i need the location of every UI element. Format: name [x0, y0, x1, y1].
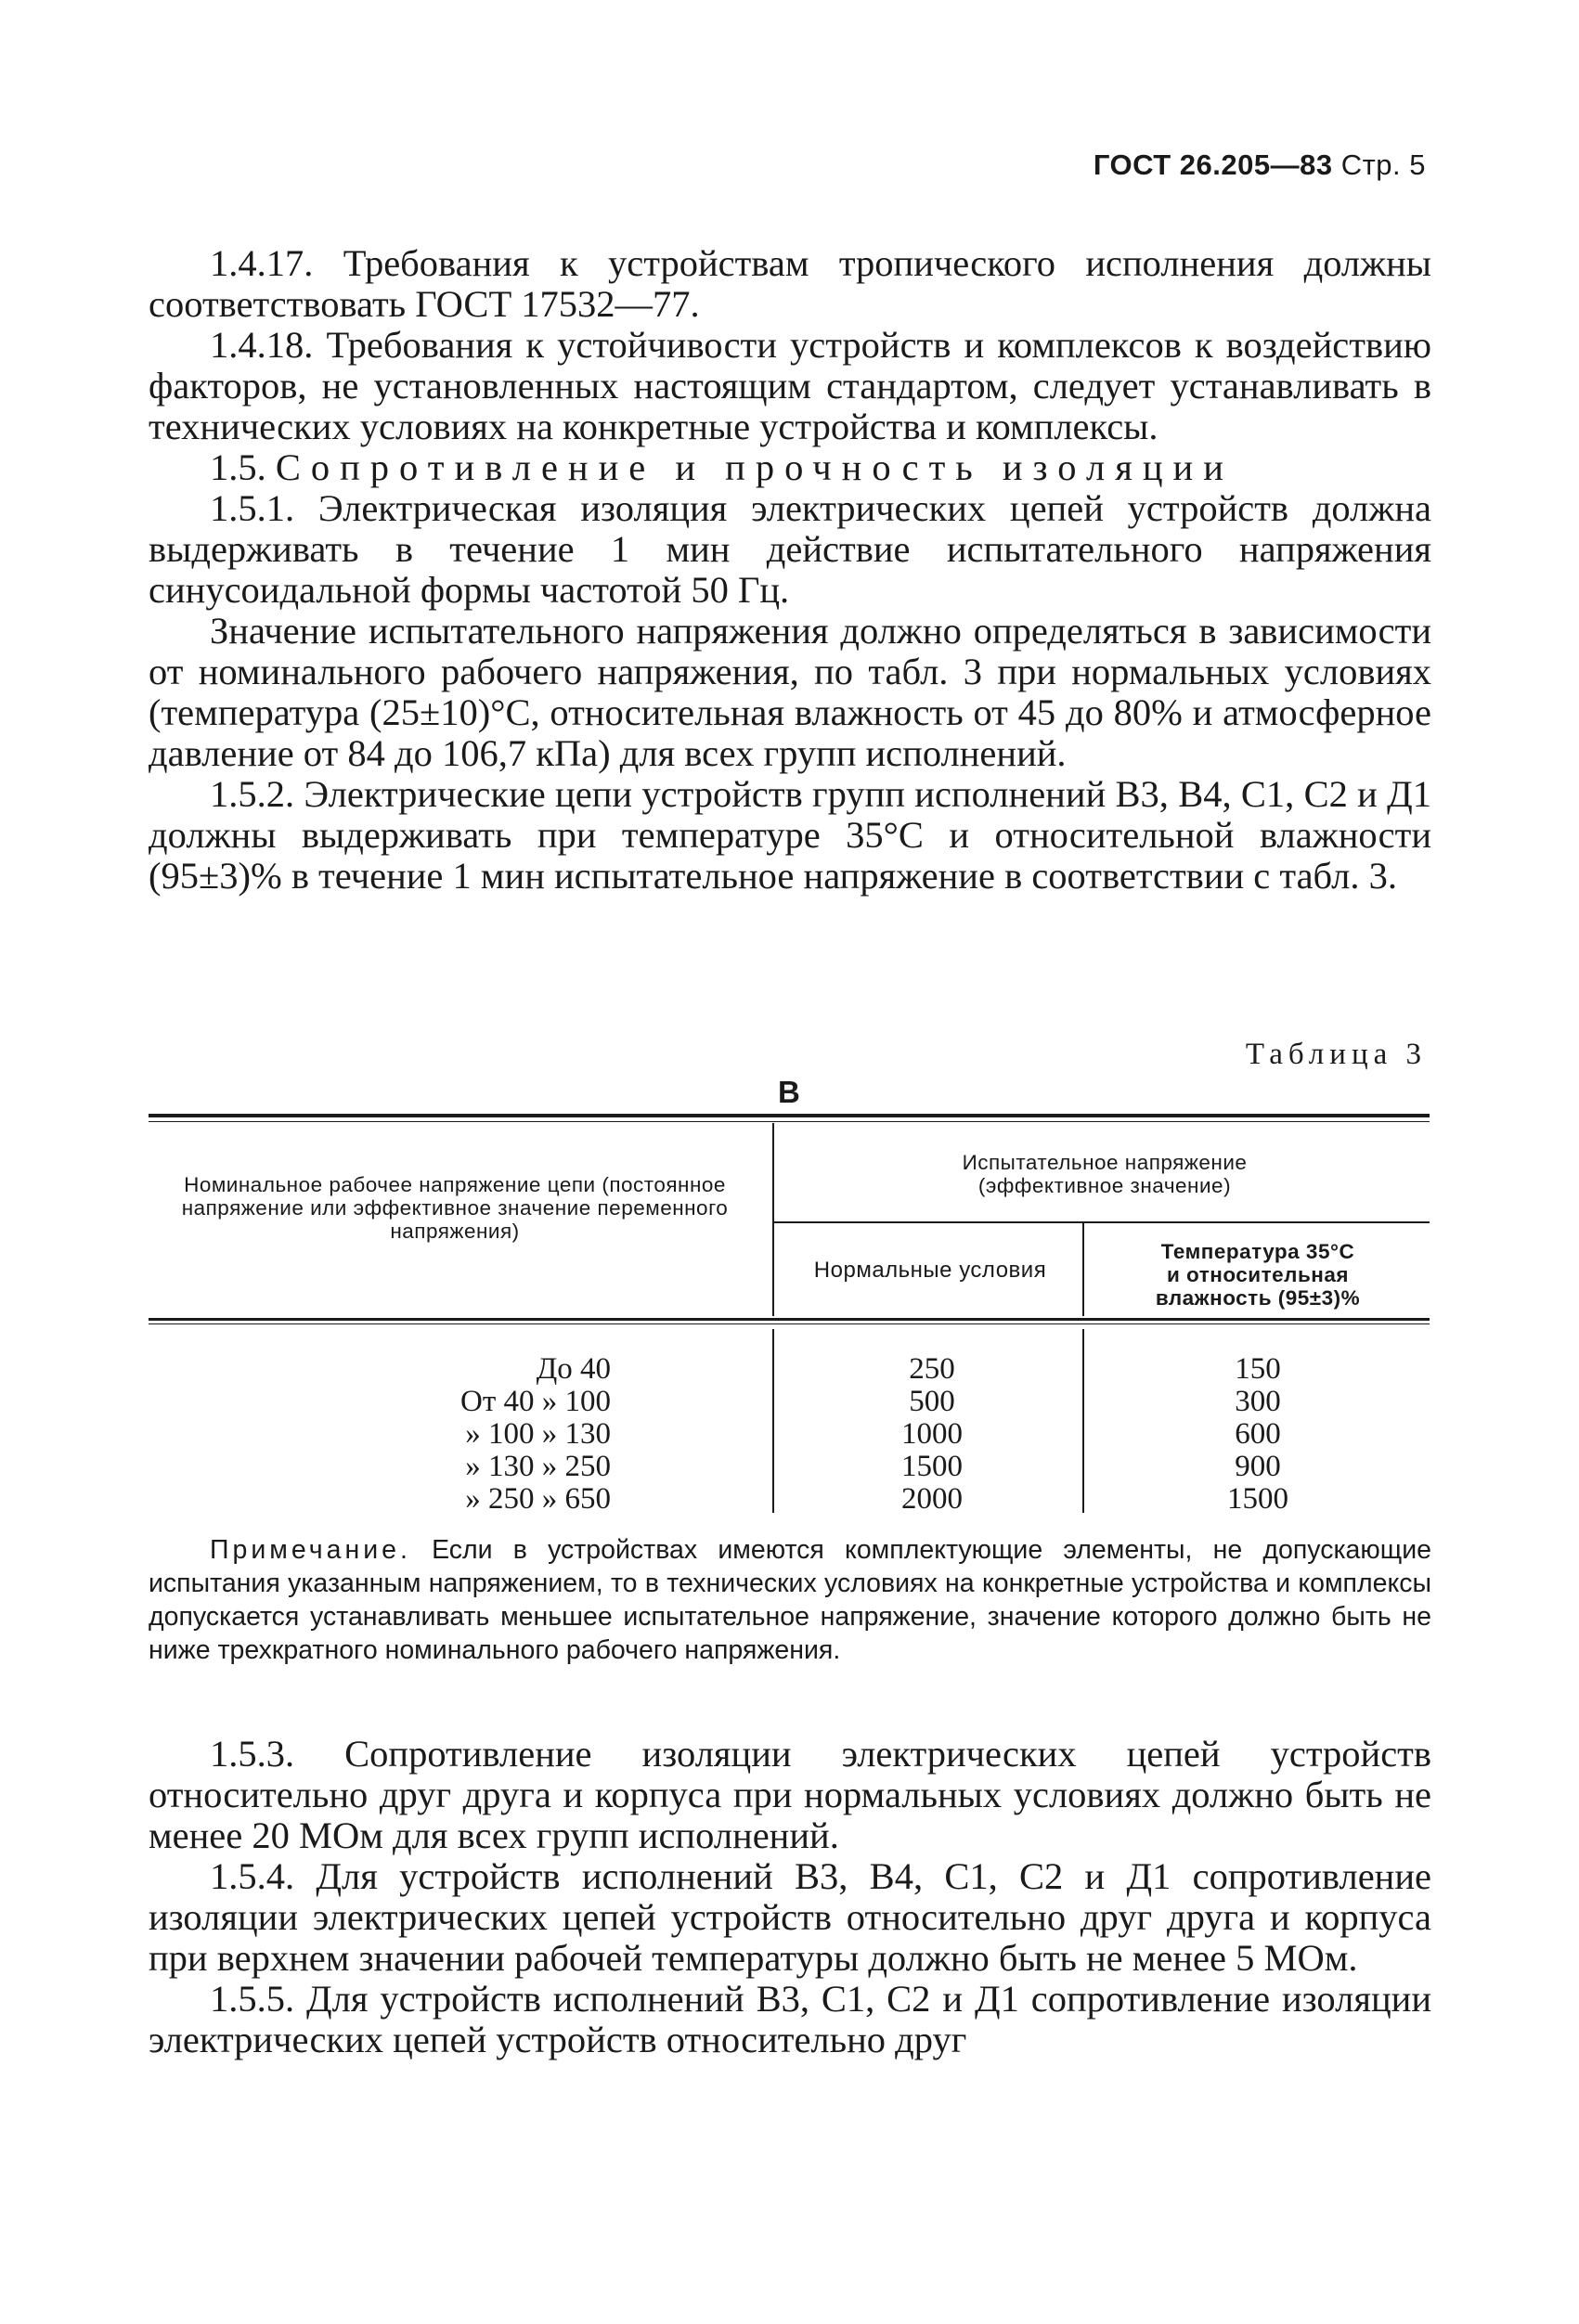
cell-humid: 900: [1235, 1450, 1281, 1483]
standard-number: ГОСТ 26.205—83: [1093, 148, 1333, 181]
cell-range: От 40 » 100: [459, 1385, 611, 1418]
paragraph-1-5-3: 1.5.3. Сопротивление изоляции электрических цепей устройств относительно друг друга и корпуса при нормальных условиях должно быть не менее 20 МОм для всех групп исполнений.: [149, 1733, 1431, 1856]
cell-range: » 250 » 650: [465, 1482, 611, 1516]
col-header-normal: Нормальные условия: [813, 1258, 1047, 1283]
table-note: [149, 1533, 1431, 1667]
section-title: Сопротивление и прочность изоляции: [275, 446, 1234, 488]
cell-normal: 1500: [901, 1450, 963, 1483]
cell-range: » 130 » 250: [465, 1450, 611, 1483]
col-header-humid-line-1: Температура 35°С: [1160, 1240, 1355, 1263]
cell-range: До 40: [536, 1352, 611, 1386]
section-number: 1.5.: [210, 446, 266, 488]
col-divider-1: [772, 1123, 774, 1316]
group-header-line-2: (эффективное значение): [977, 1174, 1232, 1197]
cell-normal: 500: [909, 1385, 955, 1418]
cell-humid: 300: [1235, 1385, 1281, 1418]
col-group-header: [780, 1151, 1430, 1197]
col-header-humid: [1086, 1240, 1430, 1310]
section-heading: [149, 447, 1431, 488]
note-label: Примечание.: [210, 1535, 411, 1565]
paragraph-1-4-17: 1.4.17. Требования к устройствам тропического исполнения должны соответствовать ГОСТ 17532—77.: [149, 242, 1431, 325]
col-header-humid-line-2: и относительная: [1166, 1263, 1350, 1286]
group-header-rule: [773, 1221, 1430, 1223]
col-header-humid-line-3: влажность (95±3)%: [1155, 1286, 1361, 1310]
cell-normal: 250: [909, 1352, 955, 1386]
table-3: [149, 1114, 1430, 1522]
page-number: Стр. 5: [1340, 148, 1426, 181]
page-header: [1094, 148, 1426, 182]
col-header-nominal: Номинальное рабочее напряжение цепи (постоянное напряжение или эффективное значение переменного напряжения): [181, 1173, 729, 1243]
text-block-top: [149, 243, 1431, 897]
text-block-bottom: [149, 1734, 1431, 2060]
paragraph-1-5-4: 1.5.4. Для устройств исполнений В3, В4, С1, С2 и Д1 сопротивление изоляции электрических цепей устройств относительно друг друга и корпуса при верхнем значении рабочей температуры должно быть не менее 5 МОм.: [149, 1855, 1431, 1979]
table-unit: В: [778, 1075, 800, 1109]
table-caption: Таблица 3: [1245, 1038, 1427, 1071]
paragraph-1-5-1: 1.5.1. Электрическая изоляция электрических цепей устройств должна выдерживать в течение 1 мин действие испытательного напряжения синусоидальной формы частотой 50 Гц.: [149, 487, 1431, 611]
table-top-rule: [149, 1114, 1430, 1117]
paragraph-1-5-5: 1.5.5. Для устройств исполнений В3, С1, С2 и Д1 сопротивление изоляции электрических цепей устройств относительно друг: [149, 1978, 1431, 2060]
note-text: Если в устройствах имеются комплектующие элементы, не допускающие испытания указанным напряжением, то в технических условиях на конкретные устройства и комплексы допускается устанавливать меньшее испытательное напряжение, значение которого должно быть не ниже трехкратного номинального рабочего напряжения.: [149, 1535, 1431, 1665]
header-bottom-rule-thin: [149, 1323, 1430, 1324]
cell-humid: 1500: [1227, 1482, 1288, 1516]
table-top-rule-thin: [149, 1121, 1430, 1122]
group-header-line-1: Испытательное напряжение: [962, 1151, 1248, 1174]
header-bottom-rule: [149, 1318, 1430, 1321]
cell-humid: 150: [1235, 1352, 1281, 1386]
note-paragraph: [149, 1533, 1431, 1667]
paragraph-1-4-18: 1.4.18. Требования к устойчивости устройств и комплексов к воздействию факторов, не установленных настоящим стандартом, следует устанавливать в технических условиях на конкретные устройства и комплексы.: [149, 324, 1431, 447]
body-col-divider-1: [772, 1329, 774, 1513]
cell-humid: 600: [1235, 1417, 1281, 1451]
cell-range: » 100 » 130: [465, 1417, 611, 1451]
paragraph-1-5-2: 1.5.2. Электрические цепи устройств групп исполнений В3, В4, С1, С2 и Д1 должны выдерживать при температуре 35°С и относительной влажности (95±3)% в течение 1 мин испытательное напряжение в соответствии с табл. 3.: [149, 773, 1431, 897]
cell-normal: 1000: [901, 1417, 963, 1451]
cell-normal: 2000: [901, 1482, 963, 1516]
col-divider-2: [1082, 1223, 1084, 1316]
paragraph-1-5-1-b: Значение испытательного напряжения должно определяться в зависимости от номинального рабочего напряжения, по табл. 3 при нормальных условиях (температура (25±10)°С, относительная влажность от 45 до 80% и атмосферное давление от 84 до 106,7 кПа) для всех групп исполнений.: [149, 610, 1431, 774]
